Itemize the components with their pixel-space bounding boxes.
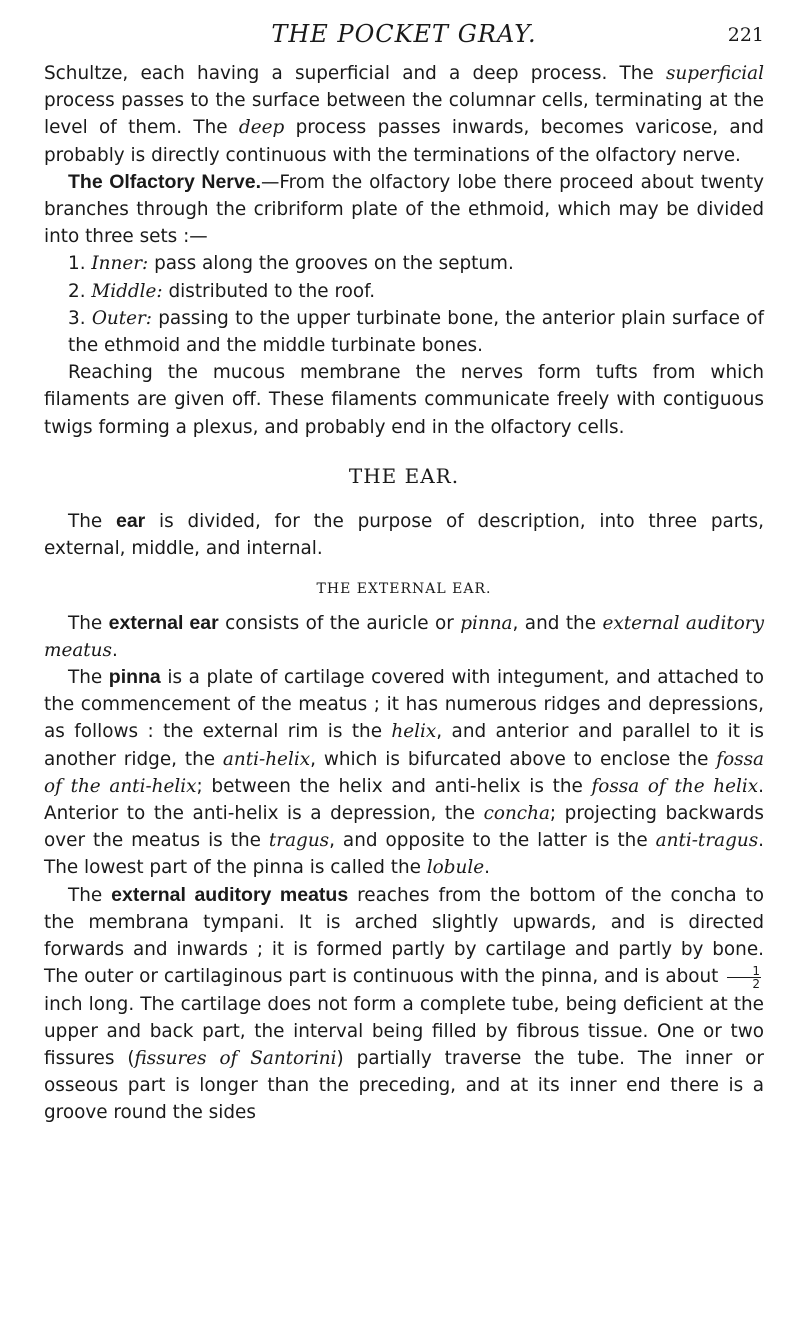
text-run: . xyxy=(111,639,118,661)
running-title: THE POCKET GRAY. xyxy=(271,20,537,48)
bold-term: pinna xyxy=(108,666,161,689)
text-run: The xyxy=(68,612,109,634)
italic-term: fossa of the helix xyxy=(591,775,759,797)
italic-term: concha xyxy=(483,803,550,825)
page-number: 221 xyxy=(727,24,764,46)
paragraph-external-ear xyxy=(44,610,764,664)
bold-term: ear xyxy=(115,510,146,533)
text-run: reaches from the bottom of the concha to the membrana tympani. It is arched slightly upwards, and is directed forwards and inwards ; it is formed partly by cartilage and partly by bone. The outer or cartilaginous part is continuous with the pinna, and is about xyxy=(44,884,764,988)
subsection-heading-external-ear: THE EXTERNAL EAR. xyxy=(316,581,492,598)
list-number: 2. xyxy=(68,280,86,302)
italic-term: tragus xyxy=(268,830,330,852)
text-run: . Anterior to the anti-helix is a depression, the xyxy=(44,775,764,825)
text-run: —From the olfactory lobe there proceed about twenty branches through the cribriform plate of the ethmoid, which may be divided into three sets :— xyxy=(44,171,765,248)
text-run: ; projecting backwards over the meatus is the xyxy=(44,803,764,852)
text-run: ; between the helix and anti-helix is the xyxy=(196,775,592,797)
text-run: inch long. The cartilage does not form a complete tube, being deficient at the upper and back part, the interval being filled by fibrous tissue. One or two fissures ( xyxy=(44,993,764,1069)
text-run: . The lowest part of the pinna is called the xyxy=(44,830,764,879)
page-header xyxy=(44,0,764,60)
list-item-outer xyxy=(44,305,764,359)
text-run: process passes inwards, becomes varicose, and probably is directly continuous with the terminations of the olfactory nerve. xyxy=(44,117,764,166)
italic-term: pinna xyxy=(460,612,513,634)
fraction-denominator: 2 xyxy=(752,976,760,991)
italic-term: lobule xyxy=(426,857,485,879)
list-number: 1. xyxy=(68,253,86,275)
bold-term: external ear xyxy=(108,611,219,634)
text-run: , and anterior and parallel to it is another ridge, the xyxy=(44,721,764,770)
list-label: Inner: xyxy=(91,253,149,275)
text-run: is divided, for the purpose of description, into three parts, external, middle, and internal. xyxy=(44,511,764,560)
text-run: Schultze, each having a superficial and a deep process. The xyxy=(44,63,666,84)
list-text: distributed to the roof. xyxy=(162,280,376,302)
section-heading-ear: THE EAR. xyxy=(348,463,460,488)
italic-term: helix xyxy=(391,721,437,743)
text-run: . xyxy=(484,857,490,879)
text-run: The xyxy=(68,667,109,689)
text-run: consists of the auricle or xyxy=(218,612,461,634)
italic-term: superficial xyxy=(665,63,764,84)
italic-term: anti-tragus xyxy=(655,830,759,852)
text-run: , and opposite to the latter is the xyxy=(329,830,656,852)
paragraph-ear-intro xyxy=(44,508,764,562)
paragraph-olfactory-nerve xyxy=(44,169,764,251)
italic-term: fissures of Santorini xyxy=(134,1047,337,1069)
list-item-middle xyxy=(44,278,764,305)
text-run: ) partially traverse the tube. The inner or osseous part is longer than the preceding, and at its inner end there is a groove round the sides xyxy=(44,1047,764,1124)
list-label: Outer: xyxy=(91,307,152,329)
text-run: , which is bifurcated above to enclose the xyxy=(310,748,717,770)
paragraph-auditory-meatus xyxy=(44,882,764,1127)
list-text: pass along the grooves on the septum. xyxy=(148,253,514,275)
italic-term: deep xyxy=(238,117,285,139)
paragraph-olfactory-cells xyxy=(44,60,764,169)
italic-term: external auditory meatus xyxy=(44,612,764,661)
paragraph-pinna xyxy=(44,664,764,882)
italic-term: fossa of the anti-helix xyxy=(44,748,764,797)
text-run: , and the xyxy=(512,612,603,634)
paragraph-mucous-membrane xyxy=(44,359,764,441)
bold-term: The Olfactory Nerve. xyxy=(68,170,262,193)
bold-term: external auditory meatus xyxy=(111,883,349,906)
italic-term: anti-helix xyxy=(222,748,311,770)
list-item-inner xyxy=(44,250,764,277)
list-label: Middle: xyxy=(91,280,163,302)
fraction-one-half xyxy=(727,965,761,990)
text-run: The xyxy=(68,884,112,906)
text-run: The xyxy=(68,511,116,533)
fraction-numerator: 1 xyxy=(727,965,761,978)
list-text: passing to the upper turbinate bone, the anterior plain surface of the ethmoid and the middle turbinate bones. xyxy=(68,307,764,357)
text-run: process passes to the surface between the columnar cells, terminating at the level of them. The xyxy=(44,90,764,139)
list-number: 3. xyxy=(68,307,86,329)
text-run: is a plate of cartilage covered with integument, and attached to the commencement of the meatus ; it has numerous ridges and depressions, as follows : the external rim is the xyxy=(44,667,764,743)
text-run: Reaching the mucous membrane the nerves form tufts from which filaments are given off. These filaments communicate freely with contiguous twigs forming a plexus, and probably end in the olfactory cells. xyxy=(44,362,764,438)
page-body xyxy=(44,60,764,1127)
